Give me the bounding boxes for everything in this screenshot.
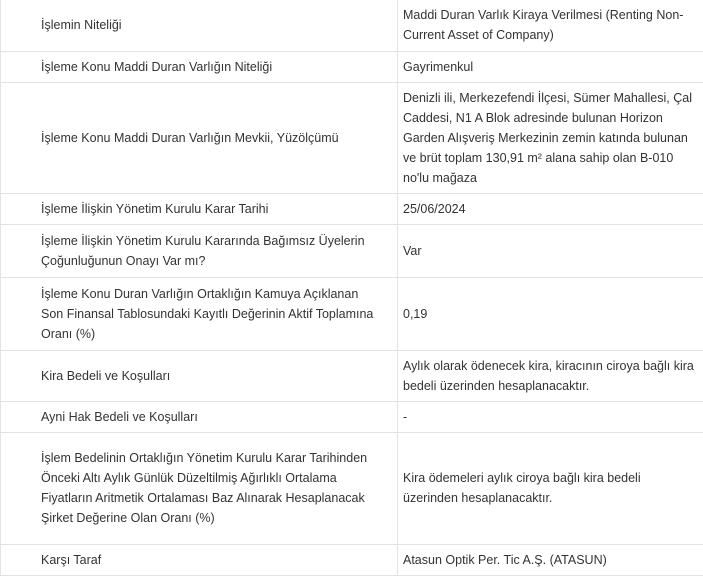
row-value: - — [398, 401, 703, 432]
table-row — [1, 544, 703, 575]
row-label: İşleme İlişkin Yönetim Kurulu Karar Tarihi — [1, 193, 398, 224]
table-row — [1, 224, 703, 277]
table-row — [1, 193, 703, 224]
row-value: Aylık olarak ödenecek kira, kiracının ciroya bağlı kira bedeli üzerinden hesaplanacaktır. — [398, 350, 703, 401]
table-row — [1, 277, 703, 350]
row-value: Denizli ili, Merkezefendi İlçesi, Sümer Mahallesi, Çal Caddesi, N1 A Blok adresinde bulunan Horizon Garden Alışveriş Merkezinin zemin katında bulunan ve brüt toplam 130,91 m² alana sahip olan B-010 no'lu mağaza — [398, 82, 703, 193]
row-value: Kira ödemeleri aylık ciroya bağlı kira bedeli üzerinden hesaplanacaktır. — [398, 432, 703, 544]
table-row — [1, 432, 703, 544]
row-label: Kira Bedeli ve Koşulları — [1, 350, 398, 401]
table-row — [1, 350, 703, 401]
row-label: İşleme Konu Maddi Duran Varlığın Niteliği — [1, 51, 398, 82]
row-label: Karşı Taraf — [1, 544, 398, 575]
row-label: Ayni Hak Bedeli ve Koşulları — [1, 401, 398, 432]
row-value: Gayrimenkul — [398, 51, 703, 82]
row-label: İşleme Konu Maddi Duran Varlığın Mevkii, Yüzölçümü — [1, 82, 398, 193]
row-label: İşlemin Niteliği — [1, 0, 398, 51]
row-value: 0,19 — [398, 277, 703, 350]
row-label: İşlem Bedelinin Ortaklığın Yönetim Kurulu Karar Tarihinden Önceki Altı Aylık Günlük Düzeltilmiş Ağırlıklı Ortalama Fiyatların Aritmetik Ortalaması Baz Alınarak Hesaplanacak Şirket Değerine Olan Oranı (%) — [1, 432, 398, 544]
table-row — [1, 401, 703, 432]
row-value: Atasun Optik Per. Tic A.Ş. (ATASUN) — [398, 544, 703, 575]
table-row — [1, 82, 703, 193]
row-label: İşleme İlişkin Yönetim Kurulu Kararında Bağımsız Üyelerin Çoğunluğunun Onayı Var mı? — [1, 224, 398, 277]
row-label: İşleme Konu Duran Varlığın Ortaklığın Kamuya Açıklanan Son Finansal Tablosundaki Kayıtlı Değerinin Aktif Toplamına Oranı (%) — [1, 277, 398, 350]
table-row — [1, 0, 703, 51]
row-value: 25/06/2024 — [398, 193, 703, 224]
row-value: Maddi Duran Varlık Kiraya Verilmesi (Renting Non-Current Asset of Company) — [398, 0, 703, 51]
row-value: Var — [398, 224, 703, 277]
table-row — [1, 51, 703, 82]
